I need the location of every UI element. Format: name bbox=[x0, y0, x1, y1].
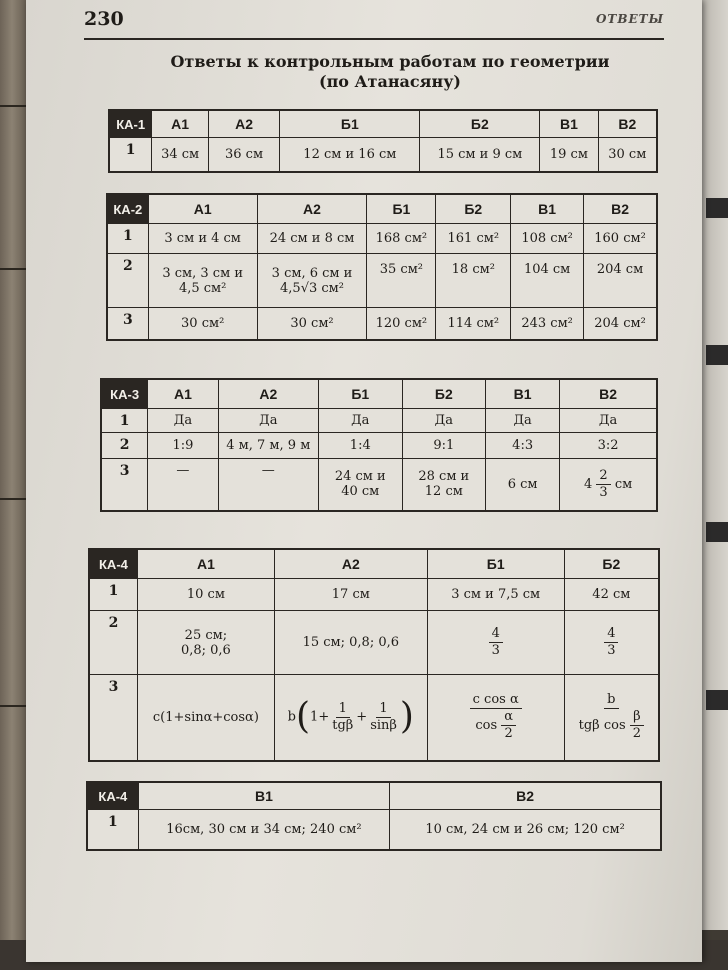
title-line-1: Ответы к контрольным работам по геометрии bbox=[170, 52, 610, 71]
col-header: А2 bbox=[257, 194, 367, 224]
answer-cell: 3:2 bbox=[560, 433, 657, 459]
cell-line: 3 см, 6 см и bbox=[271, 265, 353, 281]
col-header: В2 bbox=[584, 194, 657, 224]
table-header-row bbox=[107, 194, 657, 224]
var-b: b bbox=[287, 709, 296, 725]
table-row bbox=[107, 224, 657, 254]
denominator bbox=[576, 709, 647, 742]
row-number: 1 bbox=[107, 224, 148, 254]
denominator bbox=[472, 709, 519, 742]
answer-cell: 204 см bbox=[584, 254, 657, 308]
answer-cell: 108 см² bbox=[511, 224, 584, 254]
col-header: В1 bbox=[138, 782, 389, 810]
numerator: 4 bbox=[489, 626, 503, 643]
col-header: А2 bbox=[218, 379, 318, 409]
cell-line: 25 см; bbox=[184, 627, 228, 643]
answer-cell bbox=[257, 254, 367, 308]
col-header: В2 bbox=[598, 110, 657, 138]
table-ka2 bbox=[106, 193, 658, 341]
col-header: А1 bbox=[137, 549, 274, 579]
denominator: 2 bbox=[632, 726, 642, 742]
answer-cell: 15 см и 9 см bbox=[420, 138, 540, 172]
answer-cell: 4:3 bbox=[486, 433, 560, 459]
right-paren: ) bbox=[399, 696, 414, 738]
cell-line bbox=[260, 281, 365, 296]
numerator: 1 bbox=[336, 701, 350, 718]
table-header-row bbox=[89, 549, 659, 579]
answer-cell: 204 см² bbox=[584, 308, 657, 340]
answer-cell bbox=[148, 254, 257, 308]
edge-tab bbox=[706, 198, 728, 218]
table-ka1 bbox=[108, 109, 658, 173]
sqrt-symbol: √3 bbox=[300, 280, 318, 296]
answer-cell: 4 м, 7 м, 9 м bbox=[218, 433, 318, 459]
denominator: 2 bbox=[504, 726, 513, 742]
answer-cell: 6 см bbox=[486, 459, 560, 511]
answer-cell: Да bbox=[148, 409, 218, 433]
answer-cell: 3 см и 4 см bbox=[148, 224, 257, 254]
answer-cell: 243 см² bbox=[511, 308, 584, 340]
cell-line: 0,8; 0,6 bbox=[180, 642, 231, 658]
answer-cell: 19 см bbox=[540, 138, 598, 172]
denominator: 3 bbox=[599, 484, 608, 500]
col-header: А2 bbox=[208, 110, 279, 138]
answer-cell: 35 см² bbox=[367, 254, 436, 308]
answer-cell: — bbox=[148, 459, 218, 511]
fraction bbox=[367, 701, 400, 734]
left-paren: ( bbox=[295, 696, 311, 738]
table-row bbox=[101, 433, 657, 459]
title-line-2: (по Атанасяну) bbox=[319, 72, 461, 91]
col-header: В1 bbox=[511, 194, 584, 224]
cell-line: 28 см и bbox=[418, 469, 470, 485]
denominator: sinβ bbox=[370, 717, 397, 733]
col-header: В2 bbox=[560, 379, 657, 409]
answer-cell bbox=[137, 611, 274, 675]
answer-cell bbox=[427, 675, 564, 761]
row-number: 3 bbox=[89, 675, 137, 761]
answer-cell: 17 см bbox=[274, 579, 427, 611]
cell-line: 3 см, 3 см и bbox=[162, 265, 243, 281]
answer-cell: — bbox=[218, 459, 318, 511]
col-header: В1 bbox=[486, 379, 560, 409]
answer-cell: 30 см² bbox=[148, 308, 257, 340]
edge-tab bbox=[706, 522, 728, 542]
fraction bbox=[596, 468, 610, 501]
table-label: КА-4 bbox=[89, 549, 137, 579]
answer-cell: 16см, 30 см и 34 см; 240 см² bbox=[138, 810, 389, 850]
answer-cell bbox=[427, 611, 564, 675]
answer-cell: Да bbox=[486, 409, 560, 433]
answer-cell: Да bbox=[218, 409, 318, 433]
cell-text: tgβ cos bbox=[578, 718, 626, 734]
answer-cell: 42 см bbox=[564, 579, 659, 611]
row-number: 1 bbox=[87, 810, 138, 850]
answer-cell: 3 см и 7,5 см bbox=[427, 579, 564, 611]
numerator: α bbox=[501, 709, 516, 726]
answer-cell: 114 см² bbox=[436, 308, 511, 340]
answer-cell: 160 см² bbox=[584, 224, 657, 254]
answer-cell bbox=[318, 459, 402, 511]
table-label: КА-2 bbox=[107, 194, 148, 224]
running-head: ОТВЕТЫ bbox=[595, 12, 664, 26]
answer-cell: 12 см и 16 см bbox=[280, 138, 420, 172]
numerator: 4 bbox=[604, 626, 618, 643]
answer-cell: 36 см bbox=[208, 138, 279, 172]
table-row bbox=[101, 409, 657, 433]
col-header: А1 bbox=[152, 110, 208, 138]
table-ka4-a bbox=[88, 548, 660, 762]
col-header: А1 bbox=[148, 379, 218, 409]
denominator: tgβ bbox=[332, 717, 354, 733]
col-header: Б2 bbox=[564, 549, 659, 579]
col-header: Б2 bbox=[402, 379, 486, 409]
fraction bbox=[501, 709, 516, 742]
table-label: КА-1 bbox=[109, 110, 152, 138]
cell-text: см² bbox=[321, 280, 344, 296]
answer-cell: 34 см bbox=[152, 138, 208, 172]
table-header-row bbox=[101, 379, 657, 409]
denominator: 3 bbox=[607, 643, 616, 658]
numerator: 1 bbox=[376, 701, 390, 718]
answer-cell bbox=[274, 675, 427, 761]
cell-line: 12 см bbox=[424, 484, 463, 500]
fraction bbox=[576, 692, 647, 742]
row-number: 2 bbox=[101, 433, 148, 459]
cell-line: 40 см bbox=[341, 484, 380, 500]
numerator: 2 bbox=[596, 468, 610, 485]
table-row bbox=[89, 579, 659, 611]
row-number: 1 bbox=[101, 409, 148, 433]
col-header: Б2 bbox=[436, 194, 511, 224]
table-row bbox=[107, 308, 657, 340]
page-title bbox=[140, 52, 640, 92]
row-number: 3 bbox=[107, 308, 148, 340]
edge-tab bbox=[706, 345, 728, 365]
answer-cell: 120 см² bbox=[367, 308, 436, 340]
table-row bbox=[107, 254, 657, 308]
col-header: А2 bbox=[274, 549, 427, 579]
answer-cell: 10 см bbox=[137, 579, 274, 611]
fraction bbox=[329, 701, 356, 734]
table-row bbox=[87, 810, 661, 850]
answer-cell: 24 см и 8 см bbox=[257, 224, 367, 254]
col-header: Б1 bbox=[280, 110, 420, 138]
table-row bbox=[89, 611, 659, 675]
row-number: 3 bbox=[101, 459, 148, 511]
table-row bbox=[89, 675, 659, 761]
header-rule bbox=[84, 38, 664, 40]
col-header: Б2 bbox=[420, 110, 540, 138]
cell-line: 24 см и bbox=[334, 469, 386, 485]
page-number: 230 bbox=[84, 8, 124, 30]
denominator: 3 bbox=[491, 643, 500, 658]
answer-cell: 10 см, 24 см и 26 см; 120 см² bbox=[390, 810, 661, 850]
row-number: 2 bbox=[89, 611, 137, 675]
row-number: 2 bbox=[107, 254, 148, 308]
answer-cell: 30 см² bbox=[257, 308, 367, 340]
mixed-whole: 4 bbox=[583, 476, 593, 492]
answer-cell: 168 см² bbox=[367, 224, 436, 254]
numerator: b bbox=[604, 692, 618, 709]
answer-cell: Да bbox=[318, 409, 402, 433]
row-number: 1 bbox=[109, 138, 152, 172]
plus-sign: + bbox=[356, 709, 368, 725]
col-header: Б1 bbox=[367, 194, 436, 224]
cell-text: 4,5 bbox=[280, 280, 301, 296]
col-header: Б1 bbox=[427, 549, 564, 579]
edge-tab bbox=[706, 690, 728, 710]
answer-cell bbox=[402, 459, 486, 511]
table-row bbox=[109, 138, 657, 172]
row-number: 1 bbox=[89, 579, 137, 611]
fraction bbox=[489, 626, 503, 659]
cell-text: 1 bbox=[310, 709, 319, 725]
fraction bbox=[630, 709, 644, 742]
answer-cell bbox=[564, 675, 659, 761]
table-header-row bbox=[109, 110, 657, 138]
unit: см bbox=[614, 476, 633, 492]
answer-cell: c(1+sinα+cosα) bbox=[137, 675, 274, 761]
table-label: КА-4 bbox=[87, 782, 138, 810]
answer-cell: Да bbox=[402, 409, 486, 433]
answer-cell bbox=[564, 611, 659, 675]
answer-cell: 161 см² bbox=[436, 224, 511, 254]
answer-cell: 1:4 bbox=[318, 433, 402, 459]
answer-cell: 1:9 bbox=[148, 433, 218, 459]
numerator: c cos α bbox=[470, 692, 522, 709]
facing-page-edge bbox=[700, 0, 728, 930]
table-label: КА-3 bbox=[101, 379, 148, 409]
cell-line: 4,5 см² bbox=[178, 280, 227, 296]
answer-cell: Да bbox=[560, 409, 657, 433]
numerator: β bbox=[630, 709, 644, 726]
fraction bbox=[604, 626, 618, 659]
plus-sign: + bbox=[318, 709, 330, 725]
page-header bbox=[84, 8, 664, 42]
answer-cell: 9:1 bbox=[402, 433, 486, 459]
table-ka4-b bbox=[86, 781, 662, 851]
table-header-row bbox=[87, 782, 661, 810]
table-ka3 bbox=[100, 378, 658, 512]
table-row bbox=[101, 459, 657, 511]
answer-cell: 15 см; 0,8; 0,6 bbox=[274, 611, 427, 675]
answer-cell bbox=[560, 459, 657, 511]
answer-cell: 30 см bbox=[598, 138, 657, 172]
fraction bbox=[470, 692, 522, 742]
answer-cell: 104 см bbox=[511, 254, 584, 308]
cell-text: cos bbox=[475, 718, 498, 734]
col-header: В2 bbox=[390, 782, 661, 810]
col-header: Б1 bbox=[318, 379, 402, 409]
col-header: В1 bbox=[540, 110, 598, 138]
answer-cell: 18 см² bbox=[436, 254, 511, 308]
col-header: А1 bbox=[148, 194, 257, 224]
